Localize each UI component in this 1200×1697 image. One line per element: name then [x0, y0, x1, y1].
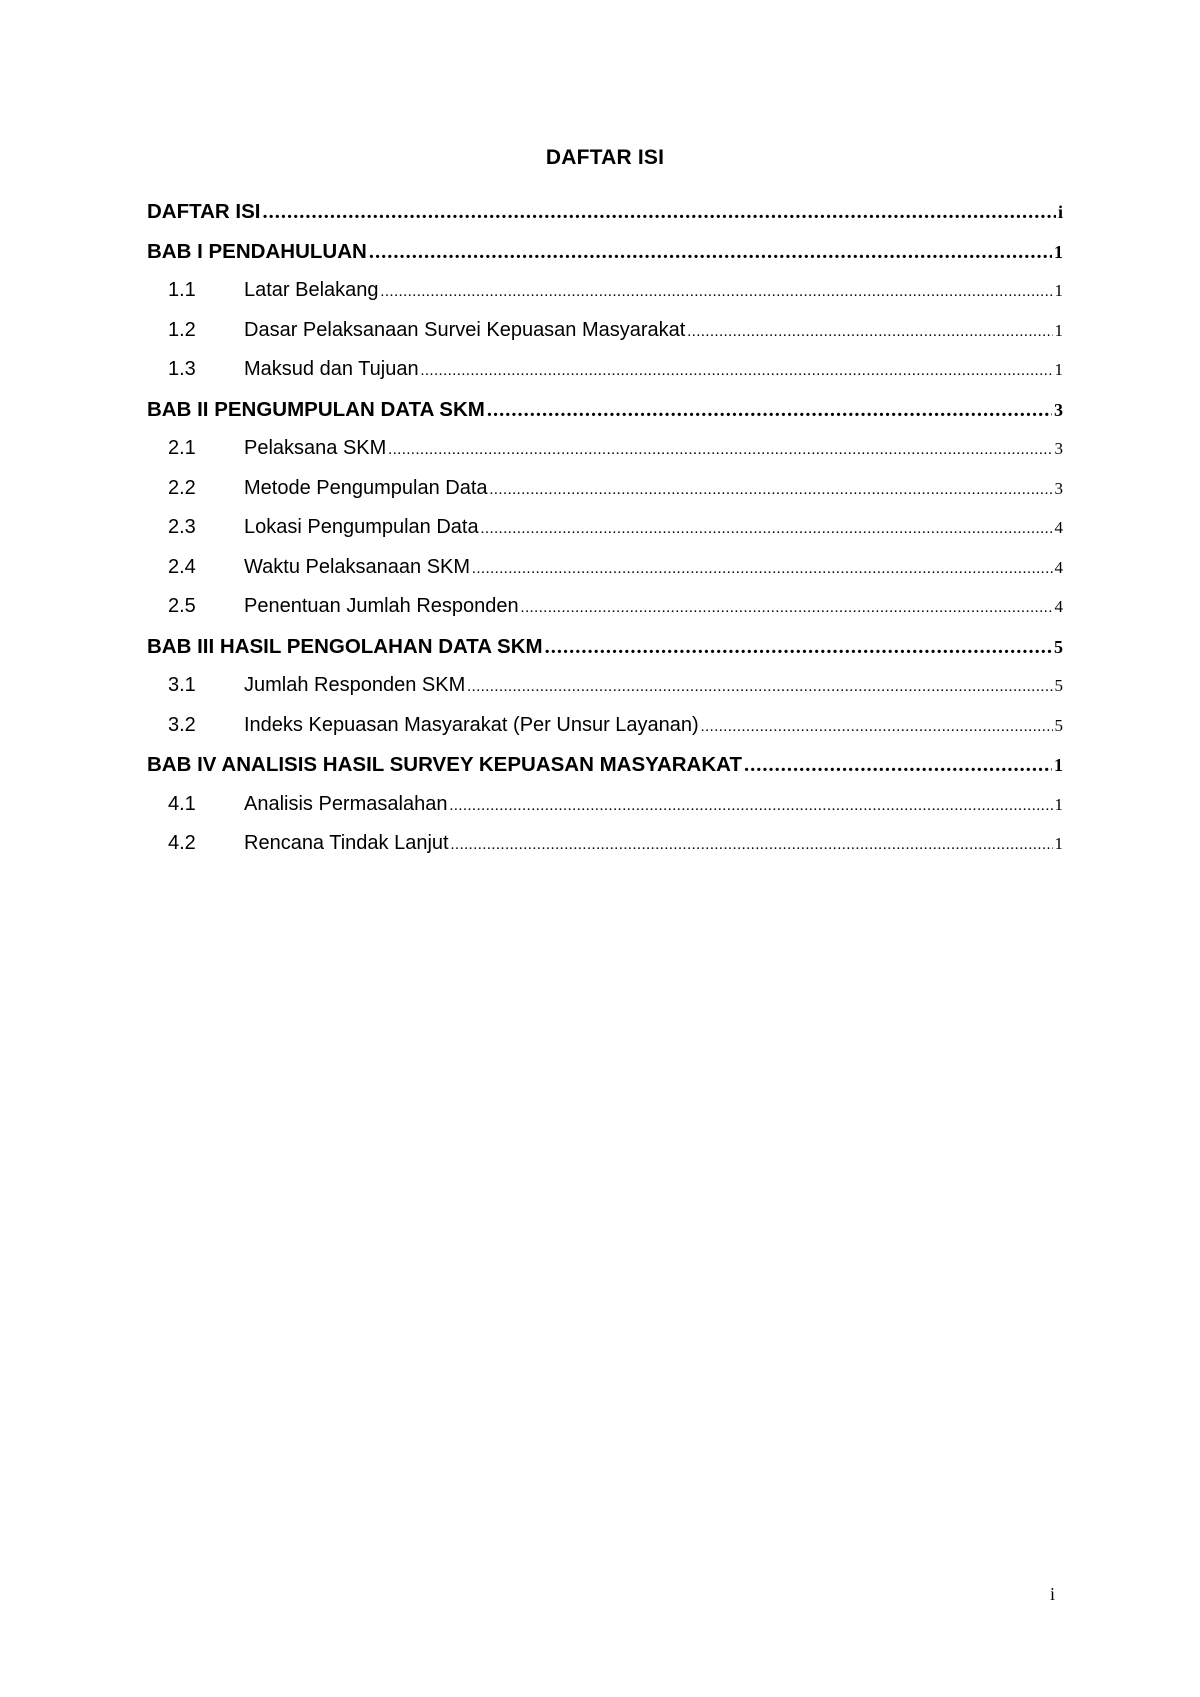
toc-entry-title: Latar Belakang	[244, 279, 379, 301]
toc-entry-number: 4.2	[168, 832, 196, 854]
toc-entry-title: Rencana Tindak Lanjut	[244, 832, 449, 854]
toc-entry-page: 4	[1054, 518, 1063, 537]
toc-entry-page: 3	[1054, 478, 1063, 498]
toc-section-entry[interactable]	[147, 437, 1063, 477]
toc-section-entry[interactable]	[147, 674, 1063, 714]
toc-entry-page: 1	[1054, 755, 1063, 775]
toc-dot-leader	[487, 399, 1052, 422]
toc-entry-title: BAB II PENGUMPULAN DATA SKM	[147, 397, 485, 421]
toc-section-entry[interactable]	[147, 279, 1063, 319]
toc-dot-leader	[472, 561, 1052, 578]
toc-section-entry[interactable]	[147, 714, 1063, 754]
toc-entry-number: 1.3	[168, 358, 196, 380]
toc-dot-leader	[467, 679, 1052, 696]
toc-entry-title: Maksud dan Tujuan	[244, 358, 419, 380]
toc-entry-title: BAB IV ANALISIS HASIL SURVEY KEPUASAN MASYARAKAT	[147, 753, 742, 776]
toc-dot-leader	[263, 201, 1056, 224]
toc-entry-number: 2.1	[168, 437, 196, 459]
toc-entry-page: 1	[1054, 360, 1063, 379]
toc-entry-page: 1	[1054, 241, 1063, 262]
toc-entry-title: BAB III HASIL PENGOLAHAN DATA SKM	[147, 634, 543, 658]
toc-entry-number: 4.1	[168, 792, 196, 815]
toc-dot-leader	[521, 600, 1053, 617]
toc-chapter-entry[interactable]	[147, 635, 1063, 675]
toc-section-entry[interactable]	[147, 556, 1063, 596]
toc-entry-page: 4	[1054, 597, 1063, 616]
page-number: i	[1050, 1584, 1056, 1604]
toc-entry-page: 5	[1054, 636, 1063, 657]
toc-entry-number: 2.2	[168, 476, 196, 499]
toc-dot-leader	[545, 636, 1052, 659]
toc-dot-leader	[451, 837, 1053, 854]
toc-chapter-entry[interactable]	[147, 753, 1063, 793]
toc-entry-title: Waktu Pelaksanaan SKM	[244, 555, 471, 578]
toc-entry-page: 1	[1054, 834, 1063, 853]
toc-entry-title: DAFTAR ISI	[147, 200, 261, 223]
toc-entry-title: Dasar Pelaksanaan Survei Kepuasan Masyarakat	[244, 318, 686, 341]
toc-section-entry[interactable]	[147, 516, 1063, 556]
toc-section-entry[interactable]	[147, 595, 1063, 635]
toc-entry-title: Lokasi Pengumpulan Data	[244, 516, 479, 538]
toc-chapter-entry[interactable]	[147, 200, 1063, 240]
toc-dot-leader	[481, 521, 1053, 538]
toc-dot-leader	[381, 284, 1053, 301]
toc-entry-page: 5	[1054, 715, 1063, 735]
toc-entry-title: Penentuan Jumlah Responden	[244, 595, 519, 617]
toc-entry-page: 4	[1054, 557, 1063, 577]
toc-entry-title: Jumlah Responden SKM	[244, 674, 466, 696]
toc-dot-leader	[701, 719, 1053, 736]
toc-entry-number: 2.3	[168, 516, 196, 538]
toc-entry-title: Metode Pengumpulan Data	[244, 476, 488, 499]
toc-dot-leader	[388, 442, 1052, 459]
toc-entry-number: 3.2	[168, 713, 196, 736]
toc-entry-page: 1	[1054, 320, 1063, 340]
toc-dot-leader	[744, 754, 1052, 777]
toc-dot-leader	[449, 798, 1052, 815]
toc-entry-page: 1	[1054, 281, 1063, 300]
toc-section-entry[interactable]	[147, 793, 1063, 833]
toc-entry-title: Pelaksana SKM	[244, 437, 387, 459]
toc-entry-page: 3	[1054, 439, 1063, 458]
toc-entry-page: 3	[1054, 399, 1063, 420]
toc-chapter-entry[interactable]	[147, 240, 1063, 280]
toc-section-entry[interactable]	[147, 358, 1063, 398]
toc-dot-leader	[369, 241, 1052, 264]
toc-entry-number: 3.1	[168, 674, 196, 696]
table-of-contents	[147, 200, 1063, 872]
toc-dot-leader	[490, 482, 1053, 499]
toc-entry-title: Indeks Kepuasan Masyarakat (Per Unsur Layanan)	[244, 713, 699, 736]
toc-entry-number: 2.5	[168, 595, 196, 617]
page-title: DAFTAR ISI	[545, 146, 665, 169]
toc-entry-page: 1	[1054, 794, 1063, 814]
toc-entry-number: 2.4	[168, 555, 196, 578]
toc-section-entry[interactable]	[147, 477, 1063, 517]
toc-entry-page: 5	[1054, 676, 1063, 695]
toc-entry-title: Analisis Permasalahan	[244, 792, 448, 815]
toc-entry-page: i	[1057, 202, 1063, 222]
toc-dot-leader	[687, 324, 1052, 341]
toc-section-entry[interactable]	[147, 832, 1063, 872]
toc-entry-number: 1.2	[168, 318, 196, 341]
toc-entry-title: BAB I PENDAHULUAN	[147, 239, 367, 263]
toc-section-entry[interactable]	[147, 319, 1063, 359]
toc-chapter-entry[interactable]	[147, 398, 1063, 438]
toc-entry-number: 1.1	[168, 279, 196, 301]
toc-dot-leader	[421, 363, 1053, 380]
